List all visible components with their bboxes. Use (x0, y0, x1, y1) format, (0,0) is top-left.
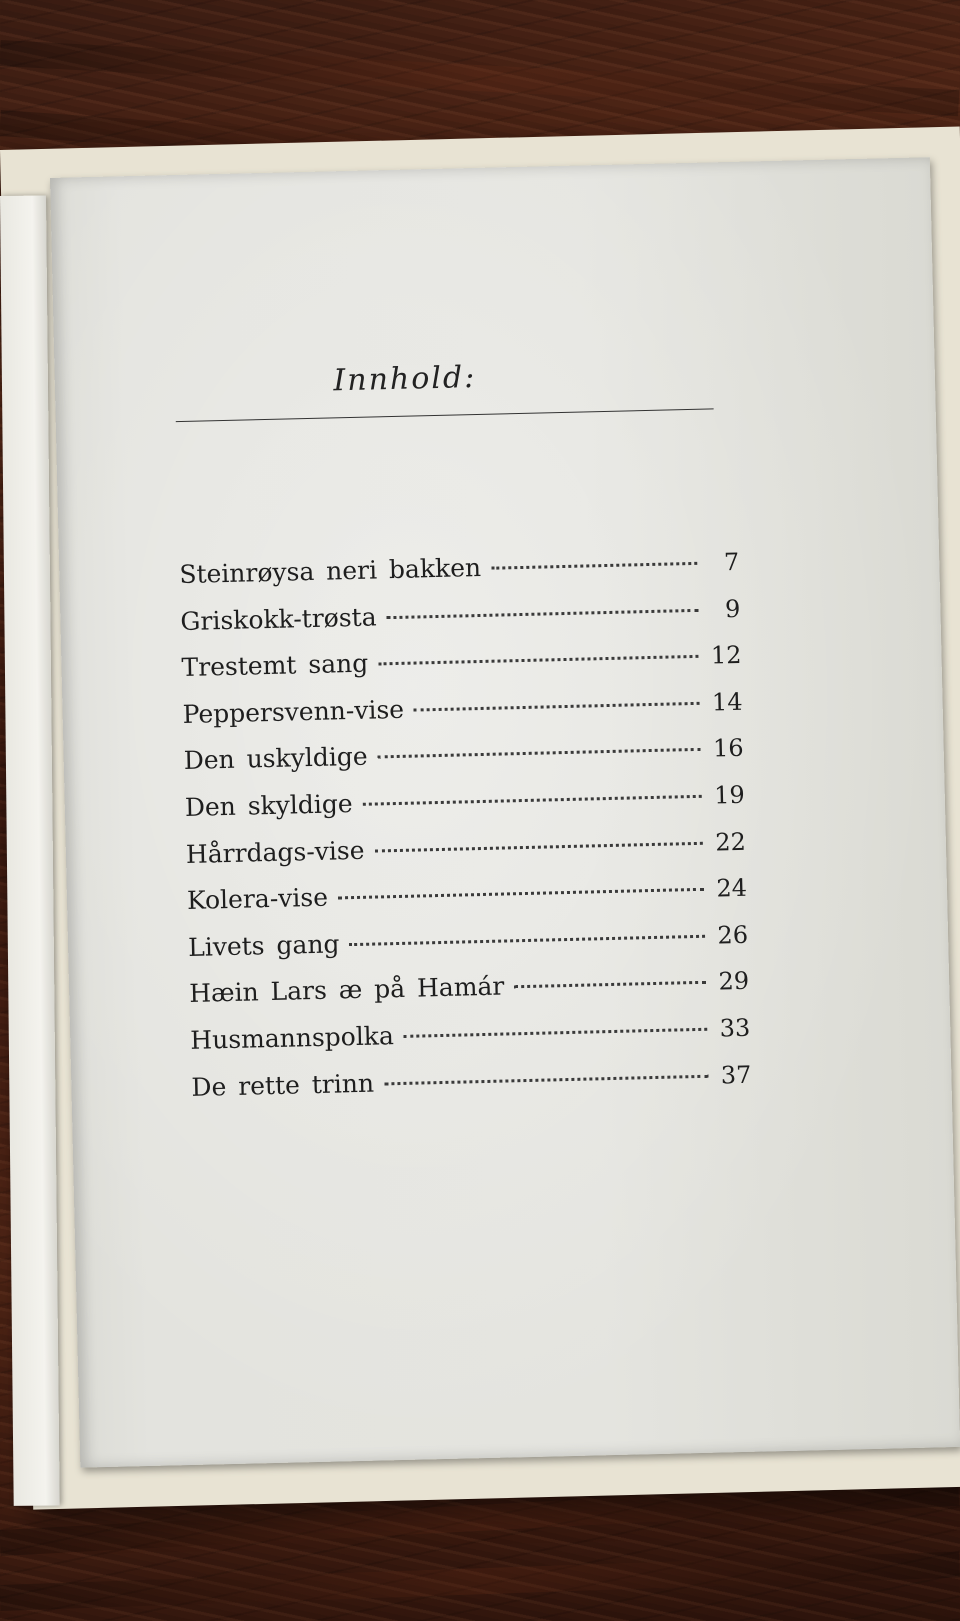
wood-grain-streak (0, 40, 959, 116)
title-underline (176, 408, 714, 422)
toc-entry-page-number: 7 (723, 547, 740, 577)
toc-entry-title: Hårrdags-vise (185, 835, 365, 869)
toc-entry-page-number: 26 (717, 920, 749, 950)
dot-leader (338, 888, 705, 900)
dot-leader (363, 795, 703, 806)
dot-leader (384, 1074, 709, 1085)
toc-entry-page-number: 14 (711, 687, 743, 717)
toc-entry-title: Trestemt sang (181, 648, 369, 683)
toc-entry-title: Kolera-vise (186, 882, 329, 916)
toc-entry-page-number: 9 (724, 594, 741, 623)
dot-leader (404, 1028, 708, 1038)
dot-leader (374, 841, 703, 852)
toc-entry-page-number: 33 (719, 1013, 751, 1043)
book-page (50, 157, 960, 1467)
toc-entry-title: Steinrøysa neri bakken (179, 552, 482, 590)
toc-entry-title: Den uskyldige (183, 742, 368, 776)
dot-leader (378, 748, 702, 759)
toc-entry-page-number: 16 (712, 734, 744, 763)
toc-entry-title: Livets gang (187, 929, 340, 962)
toc-entry-title: De rette trinn (191, 1068, 375, 1102)
toc-entry-title: Den skyldige (184, 789, 353, 822)
wood-grain-streak (0, 1552, 960, 1611)
toc-entry-page-number: 37 (720, 1060, 752, 1089)
toc-entry-page-number: 29 (718, 967, 750, 996)
toc-entry-page-number: 12 (710, 641, 742, 670)
dot-leader (514, 981, 706, 989)
toc-entry-page-number: 24 (716, 873, 748, 903)
dot-leader (387, 608, 699, 618)
dot-leader (491, 562, 697, 570)
dot-leader (349, 935, 705, 946)
toc-entry-page-number: 19 (713, 780, 746, 810)
toc-entry-title: Husmannspolka (190, 1021, 395, 1055)
toc-entry-title: Griskokk-trøsta (180, 602, 377, 636)
dot-leader (414, 702, 700, 712)
dot-leader (378, 655, 699, 666)
page-title: Innhold: (333, 360, 477, 399)
toc-entry-page-number: 22 (714, 827, 747, 857)
table-of-contents (179, 547, 752, 1119)
toc-entry-title: Hæin Lars æ på Hamár (188, 971, 505, 1009)
toc-entry-title: Peppersvenn-vise (182, 694, 405, 729)
